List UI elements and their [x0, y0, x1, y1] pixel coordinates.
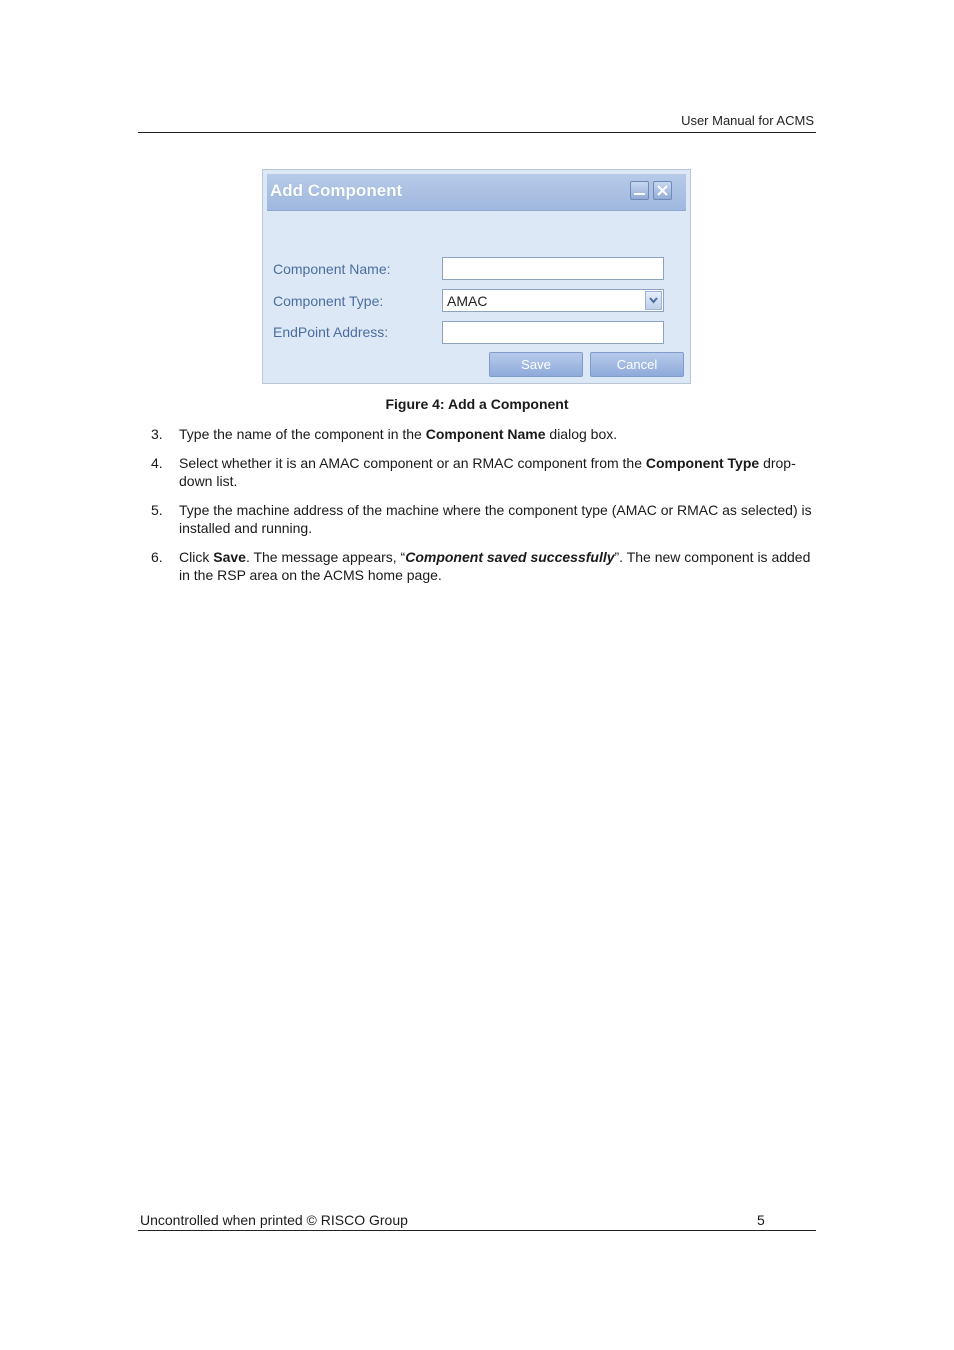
chevron-down-icon[interactable]: [645, 291, 662, 310]
save-button[interactable]: Save: [489, 352, 583, 377]
step-number: 5.: [151, 502, 163, 518]
endpoint-address-input[interactable]: [442, 321, 664, 344]
step-text: Click: [179, 549, 214, 565]
close-icon[interactable]: [653, 181, 672, 200]
add-component-dialog-figure: [262, 169, 691, 384]
step-text: ”. The new component is added in the RSP area on the ACMS home page.: [179, 549, 811, 583]
step-number: 4.: [151, 455, 163, 471]
footer-notice: Uncontrolled when printed © RISCO Group: [140, 1212, 408, 1228]
step-text: Type the name of the component in the: [179, 426, 426, 442]
list-item: [150, 454, 816, 490]
header-rule: [138, 132, 816, 133]
steps-list: [150, 425, 816, 595]
page-number: 5: [757, 1212, 765, 1228]
component-type-select[interactable]: [442, 289, 664, 312]
component-name-label: Component Name:: [273, 261, 391, 277]
component-type-value: AMAC: [447, 293, 488, 309]
step-bold: Save: [213, 549, 246, 565]
figure-caption: Figure 4: Add a Component: [385, 396, 569, 412]
component-type-label: Component Type:: [273, 293, 384, 309]
step-text: dialog box.: [545, 426, 618, 442]
minimize-icon[interactable]: [630, 181, 649, 200]
list-item: [150, 501, 816, 537]
step-bold-italic: Component saved successfully: [405, 549, 615, 565]
step-bold: Component Type: [645, 455, 760, 471]
step-text: Select whether it is an AMAC component or an RMAC component from the: [179, 455, 646, 471]
dialog-titlebar: [267, 174, 686, 211]
list-item: [150, 548, 816, 584]
footer-rule: [138, 1230, 816, 1231]
cancel-button[interactable]: Cancel: [590, 352, 684, 377]
component-name-input[interactable]: [442, 257, 664, 280]
step-number: 3.: [151, 426, 163, 442]
step-text: Type the machine address of the machine where the component type (AMAC or RMAC as selected) is installed and running.: [179, 502, 812, 536]
dialog-title: Add Component: [270, 181, 403, 200]
step-number: 6.: [151, 549, 163, 565]
endpoint-address-label: EndPoint Address:: [273, 324, 389, 340]
step-text: drop-down list.: [179, 455, 796, 489]
step-text: . The message appears, “: [245, 549, 406, 565]
running-header: User Manual for ACMS: [681, 113, 814, 128]
step-bold: Component Name: [425, 426, 546, 442]
list-item: [150, 425, 816, 443]
